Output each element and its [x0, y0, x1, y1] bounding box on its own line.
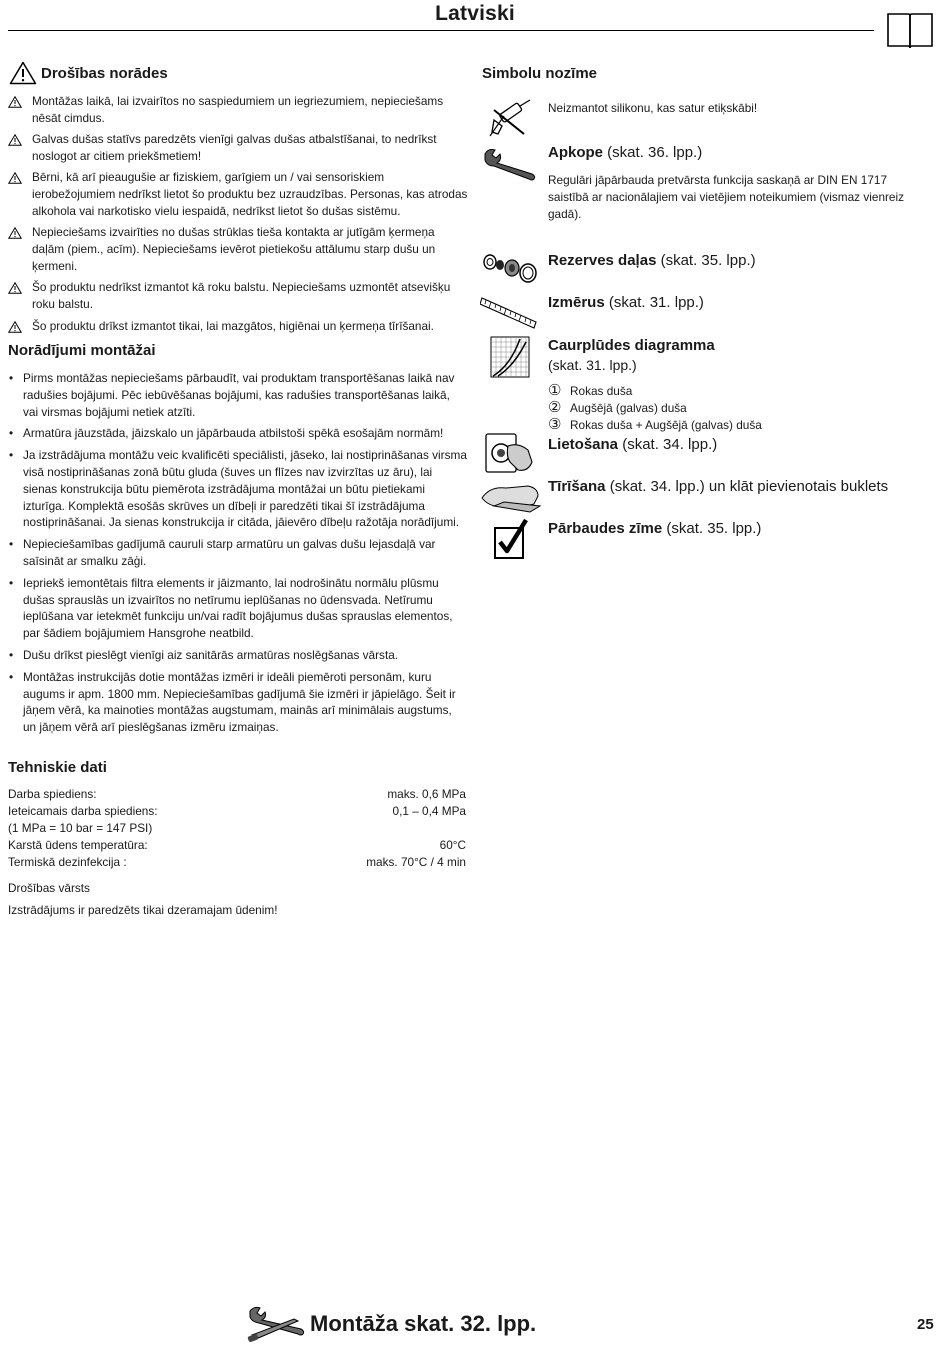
- safety-item-text: Šo produktu drīkst izmantot tikai, lai mazgātos, higiēnai un ķermeņa tīrīšanai.: [32, 319, 434, 333]
- mounting-item: • Iepriekš iemontētais filtra elements ir jāizmanto, lai nodrošinātu normālu plūsmu dušas sprauslās un izvairītos no netīrumu ieplūšanas no ūdensvada. Netīrumu ieplūšana var ietekmēt funkciju un/vai radīt bojājumus dušas sprauslas elementos, par šādiem bojājumiem Hansgrohe neatbild.: [8, 575, 468, 642]
- silicone-text: Neizmantot silikonu, kas satur etiķskābi!: [548, 101, 758, 115]
- tech-label: Ieteicamais darba spiediens:: [8, 804, 158, 818]
- safety-item-text: Bērni, kā arī pieaugušie ar fiziskiem, garīgiem un / vai sensoriskiem ierobežojumiem nedrīkst lietot šo produktu bez uzraudzības. Personas, kas atrodas alkohola vai narkotisko vielu iespaidā, nedrīkst lietot šo dušas sistēmu.: [32, 170, 468, 218]
- flow-legend-item: [548, 417, 928, 434]
- hand-knob-icon: [484, 432, 534, 476]
- flow-legend-number: ③: [548, 416, 562, 433]
- spare-parts-heading: Rezerves daļas (skat. 35. lpp.): [548, 252, 756, 269]
- flow-legend-text: Augšējā (galvas) duša: [570, 401, 687, 415]
- mounting-item: • Pirms montāžas nepieciešams pārbaudīt, vai produktam transportēšanas laikā nav radušies bojājumi. Pēc iebūvēšanas bojājumi, kas radušies transportēšanas laikā, vai virsmas bojājumi netiek atzīti.: [8, 370, 468, 420]
- safety-item: [8, 318, 468, 335]
- header-divider: [8, 30, 874, 31]
- mounting-list: [8, 370, 468, 741]
- tech-row: [8, 854, 466, 871]
- safety-item-text: Galvas dušas statīvs paredzēts vienīgi galvas dušas atbalstīšanai, to nedrīkst noslogot ar citiem priekšmetiem!: [32, 132, 437, 163]
- page-number: 25: [917, 1316, 934, 1333]
- flow-legend-number: ②: [548, 399, 562, 416]
- cleaning-heading: Tīrīšana (skat. 34. lpp.) un klāt pievienotais buklets: [548, 478, 889, 495]
- warning-small-icon: [8, 96, 22, 108]
- check-heading: Pārbaudes zīme (skat. 35. lpp.): [548, 520, 762, 537]
- silicone-gun-icon: [484, 98, 534, 138]
- flow-ref: (skat. 31. lpp.): [548, 357, 637, 373]
- page-title: Latviski: [435, 2, 515, 25]
- flow-legend-text: Rokas duša: [570, 384, 633, 398]
- flow-diagram-icon: [490, 336, 530, 378]
- tech-value: maks. 0,6 MPa: [387, 787, 466, 801]
- safety-item: [8, 131, 468, 165]
- service-heading: Apkope (skat. 36. lpp.): [548, 144, 703, 161]
- dimensions-heading: Izmērus (skat. 31. lpp.): [548, 294, 704, 311]
- tech-row: [8, 803, 466, 820]
- safety-item-text: Montāžas laikā, lai izvairītos no saspiedumiem un iegriezumiem, nepieciešams nēsāt cimdus.: [32, 94, 444, 125]
- mounting-item: • Nepieciešamības gadījumā cauruli starp armatūru un galvas dušu lejasdaļā var saīsināt ar smalku zāģi.: [8, 536, 468, 570]
- tech-value: 0,1 – 0,4 MPa: [392, 804, 466, 818]
- safety-item: [8, 93, 468, 127]
- tech-row: [8, 837, 466, 854]
- safety-title: Drošības norādes: [41, 65, 168, 82]
- mounting-title: Norādījumi montāžai: [8, 342, 156, 359]
- book-icon: [886, 10, 934, 50]
- tech-label: (1 MPa = 10 bar = 147 PSI): [8, 821, 153, 835]
- mounting-item: • Montāžas instrukcijās dotie montāžas izmēri ir ideāli piemēroti personām, kuru augums ir apm. 1800 mm. Nepieciešamības gadījumā šie izmēri ir jāpielāgo. Šeit ir jāņem vērā, ka mainoties montāžas augstumam, mainās arī minimālais augstums, un jāņem vērā arī pieslēgšanas izmēru izmaiņas.: [8, 669, 468, 736]
- tech-label: Termiskā dezinfekcija :: [8, 855, 127, 869]
- mounting-item: • Ja izstrādājuma montāžu veic kvalificēti speciālisti, jāseko, lai nostiprināšanas virsma visā nostiprināšanas zonā būtu gluda (šuves un flīzes nav izvirzītas uz āru), lai sienas konstrukcija būtu piemērota izstrādājuma montāžai un būtu pietiekami izturīga. Komplektā esošās skrūves un dībeļi ir paredzēti tikai šī izstrādājuma nostiprināšanai. Ja sienas konstrukcija ir citāda, jāievēro dībeļu ražotāja norādījumi.: [8, 447, 468, 531]
- flow-legend-text: Rokas duša + Augšējā (galvas) duša: [570, 418, 762, 432]
- tech-note-water: Izstrādājums ir paredzēts tikai dzeramajam ūdenim!: [8, 903, 278, 917]
- footer-title: Montāža skat. 32. lpp.: [310, 1311, 537, 1336]
- tech-row: [8, 786, 466, 803]
- service-text: Regulāri jāpārbauda pretvārsta funkcija saskaņā ar DIN EN 1717 saistībā ar nacionālajiem vai vietējiem noteikumiem (vismaz vienreiz gadā).: [548, 173, 905, 221]
- spare-parts-icon: [482, 249, 540, 285]
- usage-heading: Lietošana (skat. 34. lpp.): [548, 436, 718, 453]
- wrench-icon: [482, 146, 538, 182]
- tech-value: maks. 70°C / 4 min: [366, 855, 466, 869]
- safety-item: [8, 279, 468, 313]
- warning-small-icon: [8, 321, 22, 333]
- warning-small-icon: [8, 227, 22, 239]
- safety-item-text: Šo produktu nedrīkst izmantot kā roku balstu. Nepieciešams uzmontēt atsevišķu roku balstu.: [32, 280, 451, 311]
- tech-note-valve: Drošības vārsts: [8, 881, 90, 895]
- safety-item: [8, 224, 468, 274]
- flow-legend-item: [548, 383, 928, 400]
- tech-label: Karstā ūdens temperatūra:: [8, 838, 148, 852]
- cleaning-hand-icon: [480, 476, 542, 514]
- warning-small-icon: [8, 282, 22, 294]
- checkmark-icon: [492, 518, 532, 560]
- flow-legend-number: ①: [548, 382, 562, 399]
- warning-small-icon: [8, 172, 22, 184]
- tech-row: [8, 820, 466, 837]
- mounting-item: • Dušu drīkst pieslēgt vienīgi aiz sanitārās armatūras noslēgšanas vārsta.: [8, 647, 468, 664]
- warning-icon: [9, 61, 37, 85]
- warning-small-icon: [8, 134, 22, 146]
- flow-legend-item: [548, 400, 928, 417]
- tech-label: Darba spiediens:: [8, 787, 97, 801]
- tech-value: 60°C: [439, 838, 466, 852]
- safety-item: [8, 169, 468, 219]
- mounting-item: • Armatūra jāuzstāda, jāizskalo un jāpārbauda atbilstoši spēkā esošajām normām!: [8, 425, 468, 442]
- safety-item-text: Nepieciešams izvairīties no dušas strūklas tieša kontakta ar jutīgām ķermeņa daļām (piem., acīm). Nepieciešams ievērot pietiekošu attālumu starp dušu un ķermeni.: [32, 225, 436, 273]
- tech-title: Tehniskie dati: [8, 759, 107, 776]
- ruler-icon: [480, 292, 538, 332]
- tools-icon: [246, 1305, 306, 1343]
- symbols-title: Simbolu nozīme: [482, 65, 598, 82]
- flow-heading: Caurplūdes diagramma: [548, 337, 715, 354]
